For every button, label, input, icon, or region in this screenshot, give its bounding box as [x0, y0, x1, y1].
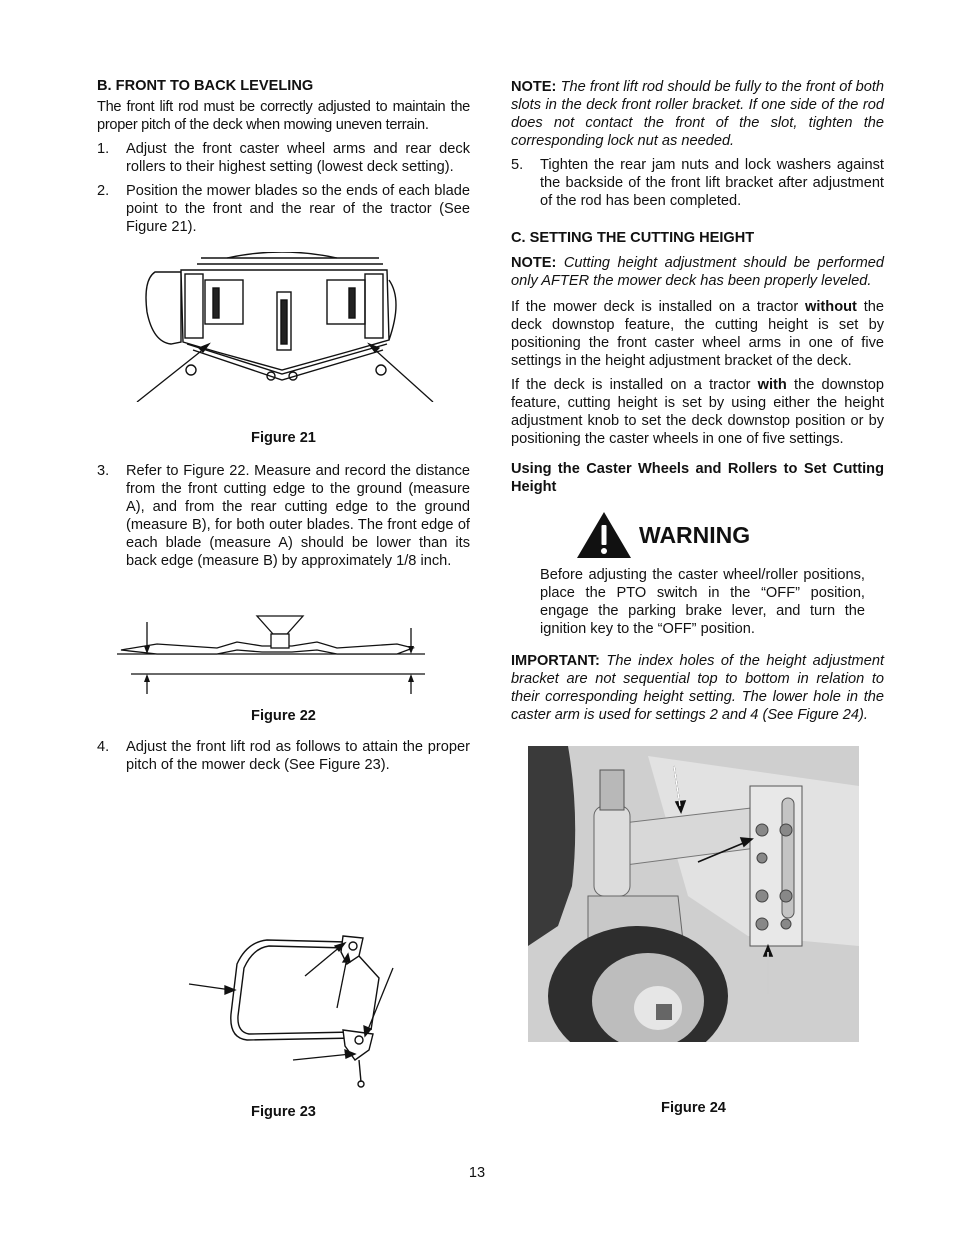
- left-column: [97, 78, 470, 1120]
- mower-deck-illustration: [97, 252, 470, 402]
- blade-measure-illustration: [97, 604, 470, 694]
- figure-22-caption: Figure 22: [251, 708, 316, 724]
- step-4: 4. Adjust the front lift rod as follows to attain the proper pitch of the mower deck (See Figure 23).: [97, 739, 470, 773]
- caster-bracket-photo: [528, 746, 859, 1042]
- section-b-heading: B. FRONT TO BACK LEVELING: [97, 78, 314, 94]
- note-cutting-height: NOTE: Cutting height adjustment should be performed only AFTER the mower deck has been properly leveled.: [511, 255, 884, 289]
- para-with-downstop: If the deck is installed on a tractor with the downstop feature, cutting height is set by using either the height adjustment knob to set the deck downstop position or by positioning the caster wheels in one of five settings.: [511, 377, 884, 447]
- warning-header: [575, 510, 884, 560]
- step-1: 1. Adjust the front caster wheel arms and rear deck rollers to their highest setting (lowest deck setting).: [97, 141, 470, 175]
- figure-21: [97, 252, 470, 446]
- important-note: IMPORTANT: The index holes of the height adjustment bracket are not sequential top to bottom in relation to their corresponding height setting. The lower hole in the caster arm is used for settings 2 and 4 (See Figure 24).: [511, 653, 884, 723]
- figure-22: [97, 604, 470, 724]
- warning-triangle-icon: [575, 510, 633, 560]
- section-c-heading: C. SETTING THE CUTTING HEIGHT: [511, 230, 755, 246]
- step-3: 3. Refer to Figure 22. Measure and record the distance from the front cutting edge to the ground (measure A), and from the rear cutting edge to the ground (measure B), for both outer blades. The front edge of each blade (measure A) should be lower than its back edge (measure B) by approximately 1/8 inch.: [97, 463, 470, 569]
- figure-21-caption: Figure 21: [251, 430, 316, 446]
- caster-subheading: Using the Caster Wheels and Rollers to Set Cutting Height: [511, 461, 884, 495]
- step-2: 2. Position the mower blades so the ends of each blade point to the front and the rear of the tractor (See Figure 21).: [97, 183, 470, 235]
- right-column: [511, 78, 884, 1116]
- lift-rod-illustration: [97, 934, 470, 1094]
- step-5: 5. Tighten the rear jam nuts and lock washers against the backside of the front lift bracket after adjustment of the rod has been completed.: [511, 157, 884, 209]
- para-without-downstop: If the mower deck is installed on a tractor without the deck downstop feature, the cutting height is set by positioning the front caster wheel arms in one of five settings in the height adjustment bracket of the deck.: [511, 299, 884, 369]
- note-lift-rod: NOTE: The front lift rod should be fully to the front of both slots in the deck front roller bracket. If one side of the rod does not contact the front of the slot, tighten the corresponding lock nut as needed.: [511, 79, 885, 149]
- figure-24-caption: Figure 24: [661, 1100, 726, 1116]
- warning-text: Before adjusting the caster wheel/roller positions, place the PTO switch in the “OFF” position, engage the parking brake lever, and turn the ignition key to the “OFF” position.: [540, 567, 865, 637]
- figure-23-caption: Figure 23: [251, 1104, 316, 1120]
- warning-label: WARNING: [639, 521, 751, 548]
- leveling-intro: The front lift rod must be correctly adjusted to maintain the proper pitch of the deck when mowing uneven terrain.: [97, 99, 470, 133]
- page-number: 13: [468, 1165, 486, 1181]
- figure-23: [97, 934, 470, 1120]
- figure-24: [528, 746, 884, 1116]
